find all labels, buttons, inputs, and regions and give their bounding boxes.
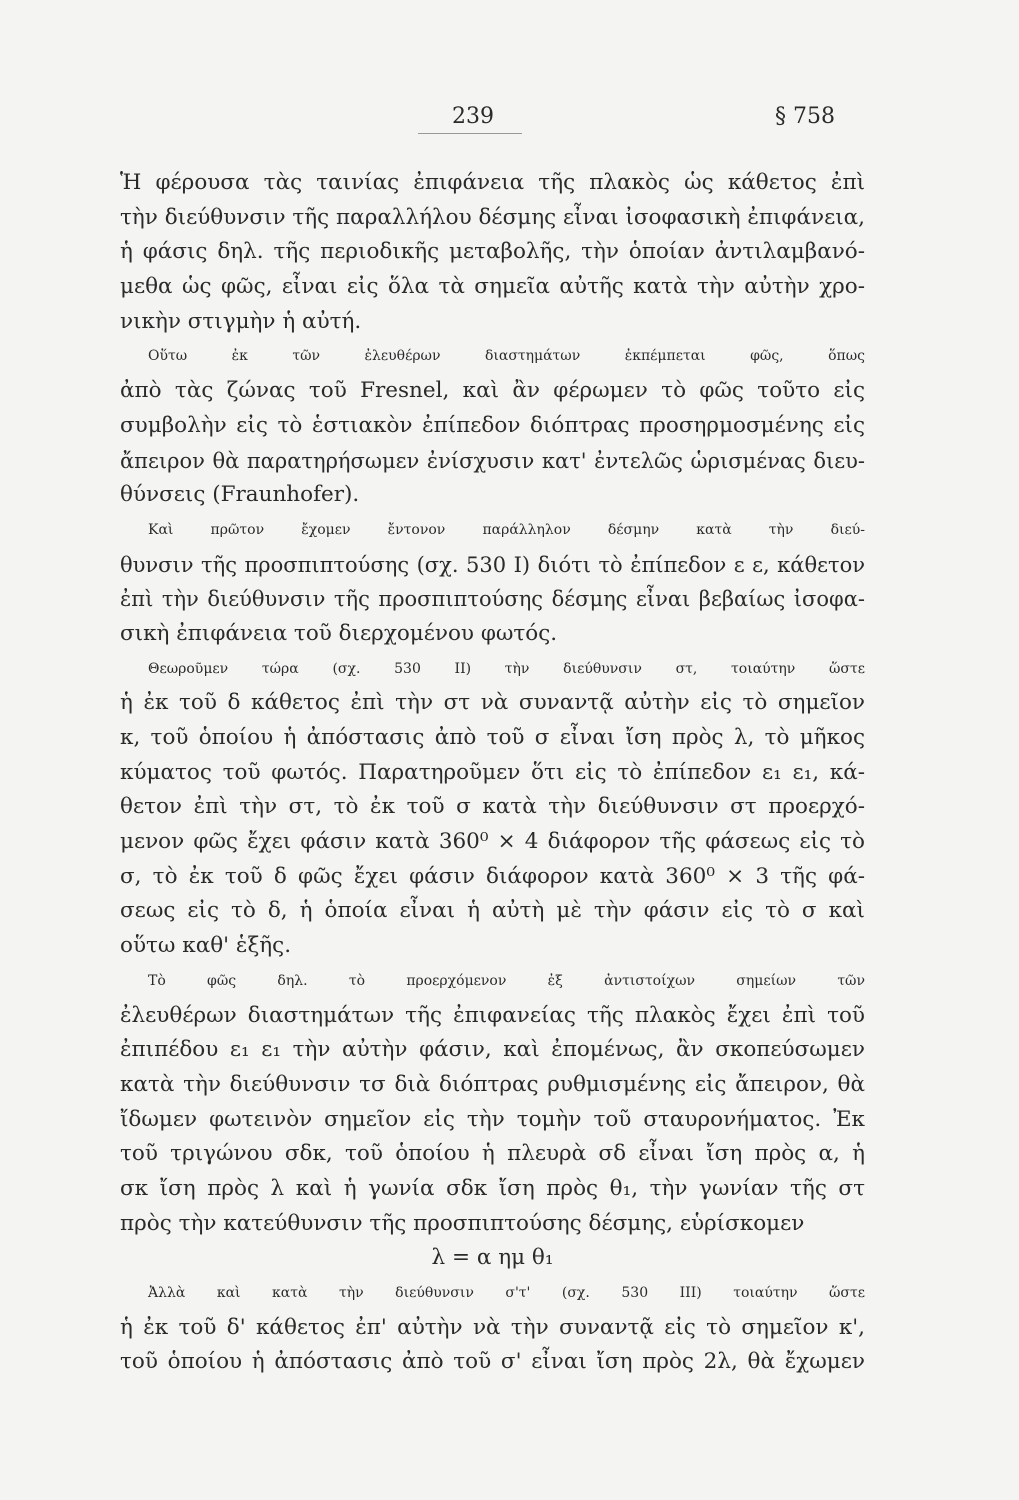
text-line: ἐπὶ τὴν διεύθυνσιν τῆς προσπιπτούσης δέσμης εἶναι βεβαίως ἰσοφα-: [120, 587, 865, 612]
text-line: ἡ φάσις δηλ. τῆς περιοδικῆς μεταβολῆς, τὴν ὁποίαν ἀντιλαμβανό-: [120, 239, 865, 265]
text-line: τοῦ ὁποίου ἡ ἀπόστασις ἀπὸ τοῦ σ' εἶναι ἴση πρὸς 2λ, θὰ ἔχωμεν: [120, 1349, 865, 1375]
text-line: Ἀλλὰ καὶ κατὰ τὴν διεύθυνσιν σ'τ' (σχ. 530 III) τοιαύτην ὥστε: [148, 1285, 865, 1301]
text-line: Τὸ φῶς δηλ. τὸ προερχόμενον ἐξ ἀντιστοίχων σημείων τῶν: [148, 972, 865, 989]
text-line: Καὶ πρῶτον ἔχομεν ἔντονον παράλληλον δέσμην κατὰ τὴν διεύ-: [148, 521, 865, 538]
section-number: § 758: [775, 104, 835, 129]
body-text: [120, 166, 865, 1380]
text-line: μεθα ὡς φῶς, εἶναι εἰς ὅλα τὰ σημεῖα αὐτῆς κατὰ τὴν αὐτὴν χρο-: [120, 274, 865, 300]
page-number-rule: [418, 133, 522, 134]
text-line: ἐλευθέρων διαστημάτων τῆς ἐπιφανείας τῆς πλακὸς ἔχει ἐπὶ τοῦ: [120, 1002, 865, 1028]
text-line: μενον φῶς ἔχει φάσιν κατὰ 360⁰ × 4 διάφορον τῆς φάσεως εἰς τὸ: [120, 829, 865, 855]
text-line: σκ ἴση πρὸς λ καὶ ἡ γωνία σδκ ἴση πρὸς θ₁, τὴν γωνίαν τῆς στ: [120, 1175, 865, 1201]
text-line: σ, τὸ ἐκ τοῦ δ φῶς ἔχει φάσιν διάφορον κατὰ 360⁰ × 3 τῆς φά-: [120, 863, 865, 889]
text-line: τὴν διεύθυνσιν τῆς παραλλήλου δέσμης εἶναι ἰσοφασικὴ ἐπιφάνεια,: [120, 204, 865, 230]
text-line: οὕτω καθ' ἑξῆς.: [120, 933, 292, 959]
text-line: θυνσιν τῆς προσπιπτούσης (σχ. 530 I) διότι τὸ ἐπίπεδον ε ε, κάθετον: [120, 552, 865, 577]
text-line: πρὸς τὴν κατεύθυνσιν τῆς προσπιπτούσης δέσμης, εὑρίσκομεν: [120, 1210, 805, 1236]
equation: λ = α ημ θ₁: [431, 1245, 554, 1271]
text-line: ἀπὸ τὰς ζώνας τοῦ Fresnel, καὶ ἂν φέρωμεν τὸ φῶς τοῦτο εἰς: [120, 378, 865, 404]
page-number: 239: [452, 104, 494, 129]
text-line: κατὰ τὴν διεύθυνσιν τσ διὰ διόπτρας ρυθμισμένης εἰς ἄπειρον, θὰ: [120, 1071, 865, 1097]
text-line: συμβολὴν εἰς τὸ ἑστιακὸν ἐπίπεδον διόπτρας προσηρμοσμένης εἰς: [120, 412, 865, 438]
text-line: Ἡ φέρουσα τὰς ταινίας ἐπιφάνεια τῆς πλακὸς ὡς κάθετος ἐπὶ: [120, 170, 865, 195]
text-line: ἴδωμεν φωτεινὸν σημεῖον εἰς τὴν τομὴν τοῦ σταυρονήματος. Ἐκ: [120, 1106, 865, 1132]
text-line: ἡ ἐκ τοῦ δ κάθετος ἐπὶ τὴν στ νὰ συναντᾷ αὐτὴν εἰς τὸ σημεῖον: [120, 690, 865, 716]
text-line: κύματος τοῦ φωτός. Παρατηροῦμεν ὅτι εἰς τὸ ἐπίπεδον ε₁ ε₁, κά-: [120, 759, 865, 785]
text-line: ἄπειρον θὰ παρατηρήσωμεν ἐνίσχυσιν κατ' ἐντελῶς ὡρισμένας διευ-: [120, 448, 865, 473]
text-line: νικὴν στιγμὴν ἡ αὐτή.: [120, 308, 362, 334]
text-line: σεως εἰς τὸ δ, ἡ ὁποία εἶναι ἡ αὐτὴ μὲ τὴν φάσιν εἰς τὸ σ καὶ: [120, 898, 865, 924]
text-line: ἐπιπέδου ε₁ ε₁ τὴν αὐτὴν φάσιν, καὶ ἐπομένως, ἂν σκοπεύσωμεν: [120, 1037, 865, 1063]
text-line: θετον ἐπὶ τὴν στ, τὸ ἐκ τοῦ σ κατὰ τὴν διεύθυνσιν στ προερχό-: [120, 794, 865, 820]
text-line: σικὴ ἐπιφάνεια τοῦ διερχομένου φωτός.: [120, 620, 558, 646]
text-line: Θεωροῦμεν τώρα (σχ. 530 II) τὴν διεύθυνσιν στ, τοιαύτην ὥστε: [148, 660, 865, 677]
text-line: ἡ ἐκ τοῦ δ' κάθετος ἐπ' αὐτὴν νὰ τὴν συναντᾷ εἰς τὸ σημεῖον κ',: [120, 1314, 865, 1340]
text-line: κ, τοῦ ὁποίου ἡ ἀπόστασις ἀπὸ τοῦ σ εἶναι ἴση πρὸς λ, τὸ μῆκος: [120, 725, 865, 750]
text-line: τοῦ τριγώνου σδκ, τοῦ ὁποίου ἡ πλευρὰ σδ εἶναι ἴση πρὸς α, ἡ: [120, 1141, 865, 1167]
text-line: Οὕτω ἐκ τῶν ἐλευθέρων διαστημάτων ἐκπέμπεται φῶς, ὅπως: [148, 348, 865, 365]
text-line: θύνσεις (Fraunhofer).: [120, 482, 360, 508]
